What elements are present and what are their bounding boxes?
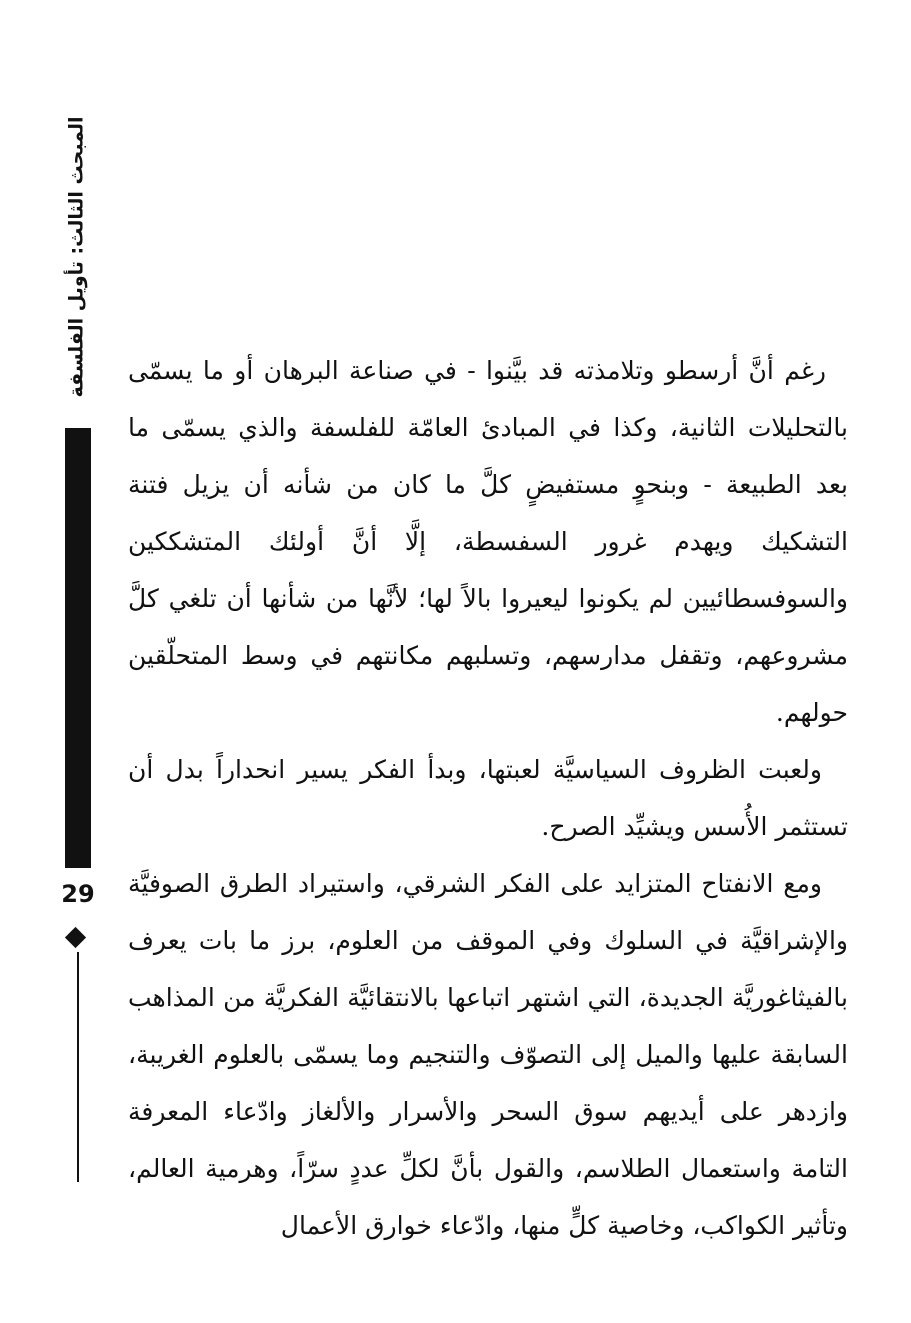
side-decorative-bar <box>65 428 91 868</box>
side-decorative-line <box>77 952 79 1182</box>
body-text <box>128 342 848 1254</box>
paragraph: ولعبت الظروف السياسيَّة لعبتها، وبدأ الفكر يسير انحداراً بدل أن تستثمر الأُسس ويشيِّد الصرح. <box>128 755 848 841</box>
page-number: 29 <box>61 880 95 908</box>
chapter-running-title <box>56 116 96 398</box>
paragraph: رغم أنَّ أرسطو وتلامذته قد بيَّنوا - في صناعة البرهان أو ما يسمّى بالتحليلات الثانية، وكذا في المبادئ العامّة للفلسفة والذي يسمّى ما بعد الطبيعة - وبنحوٍ مستفيضٍ كلَّ ما كان من شأنه أن يزيل فتنة التشكيك ويهدم غرور السفسطة، إلَّا أنَّ أولئك المتشككين والسوفسطائيين لم يكونوا ليعيروا بالاً لها؛ لأنَّها من شأنها أن تلغي كلَّ مشروعهم، وتقفل مدارسهم، وتسلبهم مكانتهم في وسط المتحلّقين حولهم. <box>128 356 848 727</box>
chapter-title-text: المبحث الثالث: تأويل الفلسفة <box>65 116 87 398</box>
diamond-ornament-icon <box>65 927 86 948</box>
paragraph: ومع الانفتاح المتزايد على الفكر الشرقي، واستيراد الطرق الصوفيَّة والإشراقيَّة في السلوك وفي الموقف من العلوم، برز ما بات يعرف بالفيثاغوريَّة الجديدة، التي اشتهر اتباعها بالانتقائيَّة الفكريَّة من المذاهب السابقة عليها والميل إلى التصوّف والتنجيم وما يسمّى بالعلوم الغريبة، وازدهر على أيديهم سوق السحر والأسرار والألغاز وادّعاء المعرفة التامة واستعمال الطلاسم، والقول بأنَّ لكلِّ عددٍ سرّاً، وهرمية العالم، وتأثير الكواكب، وخاصية كلٍّ منها، وادّعاء خوارق الأعمال <box>128 869 848 1240</box>
